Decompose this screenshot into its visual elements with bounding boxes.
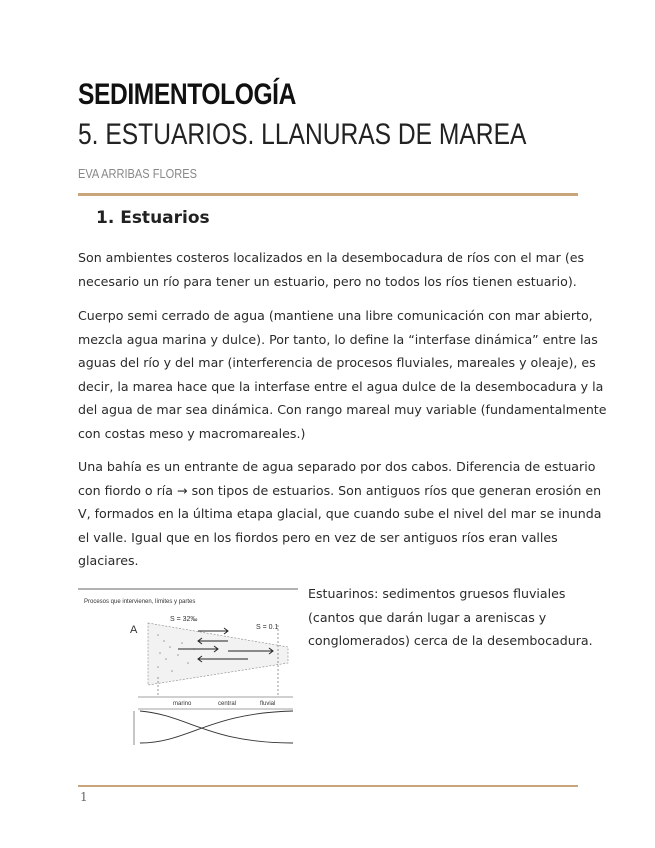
paragraph-line: aguas del río y del mar (interferencia de procesos fluviales, mareales y oleaje), es — [78, 355, 596, 370]
page-number: 1 — [80, 790, 88, 804]
header-rule — [78, 193, 578, 196]
paragraph-line: Estuarinos: sedimentos gruesos fluviales — [308, 586, 566, 601]
paragraph-line: glaciares. — [78, 553, 139, 568]
paragraph-line: decir, la marea hace que la interfase entre el agua dulce de la desembocadura y la — [78, 378, 604, 394]
paragraph-line: con costas meso y macromareales.) — [78, 425, 306, 441]
zone-label-marine: marino — [173, 701, 192, 707]
paragraph-line: Cuerpo semi cerrado de agua (mantiene una libre comunicación con mar abierto, — [78, 308, 593, 323]
paragraph-2 — [78, 304, 607, 445]
paragraph-line: Son ambientes costeros localizados en la desembocadura de ríos con el mar (es — [78, 250, 585, 265]
paragraph-line: necesario un río para tener un estuario, pero no todos los ríos tienen estuario). — [78, 273, 577, 289]
paragraph-line: V, formados en la última etapa glacial, que cuando sube el nivel del mar se inunda — [78, 506, 602, 521]
document-subtitle: 5. ESTUARIOS. LLANURAS DE MAREA — [78, 118, 527, 151]
paragraph-1 — [78, 246, 585, 293]
zone-label-central: central — [218, 701, 237, 707]
paragraph-line: mezcla agua marina y dulce). Por tanto, lo define la “interfase dinámica” entre las — [78, 331, 598, 347]
salinity-label-sea: S = 32‰ — [170, 616, 198, 623]
salinity-label-river: S = 0.1 — [256, 624, 279, 631]
paragraph-line: el valle. Igual que en los fiordos pero en vez de ser antiguos ríos eran valles — [78, 529, 558, 545]
figure-label-a: A — [130, 624, 138, 636]
figure-caption: Procesos que intervienen, límites y partes — [84, 599, 196, 605]
footer-rule — [78, 785, 578, 787]
paragraph-3 — [78, 455, 602, 573]
section-heading: 1. Estuarios — [96, 208, 210, 228]
zone-label-fluvial: fluvial — [260, 701, 276, 707]
paragraph-line: conglomerados) cerca de la desembocadura. — [308, 633, 593, 648]
side-paragraph — [308, 582, 593, 653]
paragraph-line: Una bahía es un entrante de agua separado por dos cabos. Diferencia de estuario — [78, 459, 596, 474]
paragraph-line: con fiordo o ría → son tipos de estuarios. Son antiguos ríos que generan erosión en — [78, 482, 602, 498]
estuary-diagram — [78, 585, 298, 745]
paragraph-line: (cantos que darán lugar a areniscas y — [308, 609, 547, 625]
document-title: SEDIMENTOLOGÍA — [78, 78, 296, 111]
author-name: EVA ARRIBAS FLORES — [78, 166, 197, 181]
paragraph-line: del agua de mar sea dinámica. Con rango mareal muy variable (fundamentalmente — [78, 402, 607, 417]
